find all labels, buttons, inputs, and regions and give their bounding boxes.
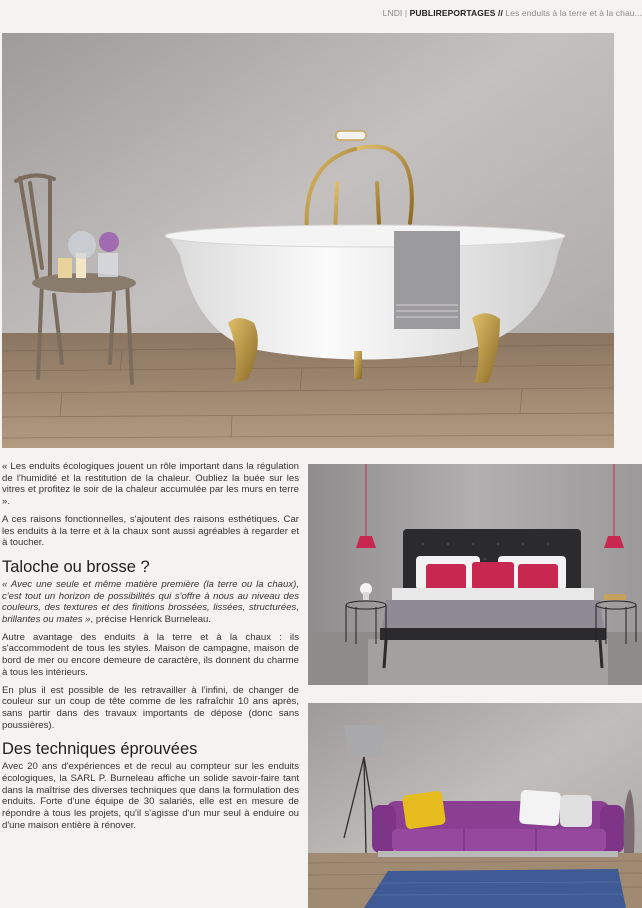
header-slash: // — [498, 8, 503, 18]
article-topic: Les enduits à la terre et à la chau... — [505, 8, 642, 18]
section2-paragraph-1: Avec 20 ans d'expériences et de recul au compteur sur les enduits écologiques, la SARL P. Burneleau affiche un solide savoir-faire tant dans la maîtrise des diverses techniques que dans la formulation des enduits. Forte d'une équipe de 30 salariés, elle est en mesure de répondre à tous les projets, qu'il s'agisse d'un mur seul à enduire ou d'une maison entière à rénover. — [2, 761, 299, 831]
section-title-taloche: Taloche ou brosse ? — [2, 557, 150, 576]
living-room-illustration — [308, 703, 642, 908]
intro-quote: « Les enduits écologiques jouent un rôle important dans la régulation de l'humidité et la restitution de la chaleur. Oubliez la buée sur les vitres et profitez le soir de la chaleur accumulée par les murs en terre ». — [2, 461, 299, 508]
article-text-column — [2, 461, 299, 838]
section-name: PUBLIREPORTAGES — [409, 8, 496, 18]
bedroom-photo — [308, 464, 642, 685]
section-title-techniques: Des techniques éprouvées — [2, 740, 198, 759]
intro-paragraph: A ces raisons fonctionnelles, s'ajoutent des raisons esthétiques. Car les enduits à la terre et à la chaux sont aussi agréables à regarder et à toucher. — [2, 513, 299, 549]
section1-paragraph-3: En plus il est possible de les retravailler à l'infini, de changer de couleur sur un coup de tête comme de les rafraîchir 10 ans après, sans partir dans des travaux importants de dépose (donc sans poussières). — [2, 684, 299, 731]
section1-quote-paragraph — [2, 579, 299, 626]
bathroom-photo — [2, 33, 614, 448]
running-header — [300, 8, 642, 22]
bedroom-illustration — [308, 464, 642, 685]
magazine-name: LNDI — [382, 8, 403, 18]
header-separator: | — [404, 8, 408, 18]
section1-quote: « Avec une seule et même matière première (la terre ou la chaux), c'est tout un horizon de possibilités qui s'offre à nous au niveau des couleurs, des textures et des finitions brossées, lissées, structurées, brillantes ou mates » — [2, 578, 299, 626]
section1-paragraph-2: Autre avantage des enduits à la terre et à la chaux : ils s'accommodent de tous les styles. Maison de campagne, maison de bord de mer ou encore demeure de caractère, ils donnent du charme à tous les intérieurs. — [2, 631, 299, 678]
living-room-photo — [308, 703, 642, 908]
clawfoot-bathtub-illustration — [2, 33, 614, 448]
section1-attribution: , précise Henrick Burneleau. — [90, 614, 212, 626]
